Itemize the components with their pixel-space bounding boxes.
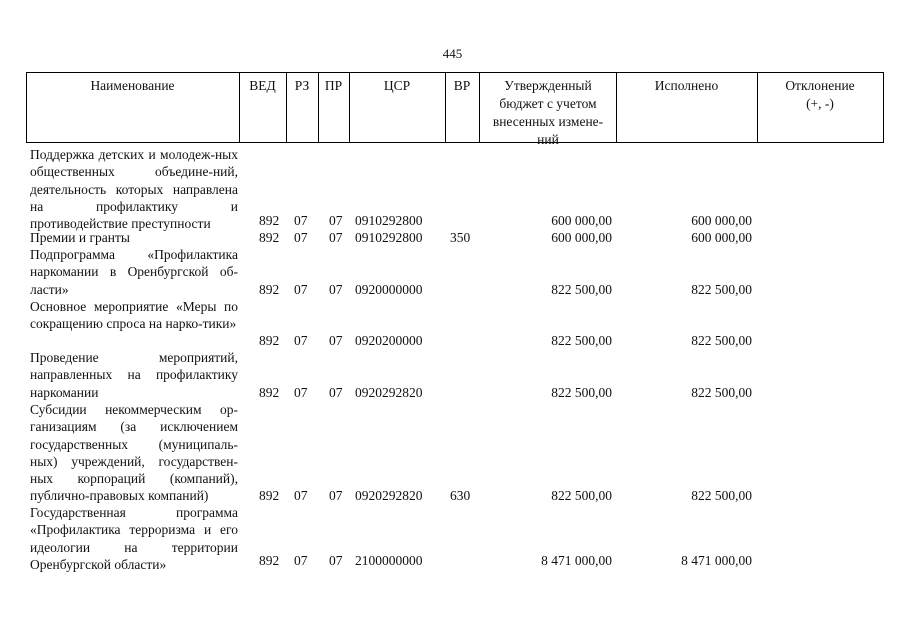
row-name: Субсидии некоммерческим ор-ганизациям (за исключением государственных (муниципаль-ных) учреждений, государствен-ных корпораций (компаний), публично-правовых компаний) bbox=[30, 402, 238, 504]
row-executed: 822 500,00 bbox=[691, 333, 752, 348]
header-name: Наименование bbox=[90, 78, 175, 93]
row-pr: 07 bbox=[329, 553, 343, 568]
row-rz: 07 bbox=[294, 282, 308, 297]
row-executed: 822 500,00 bbox=[691, 385, 752, 400]
row-executed: 600 000,00 bbox=[691, 213, 752, 228]
row-csr: 0910292800 bbox=[355, 213, 423, 228]
row-approved: 822 500,00 bbox=[551, 282, 612, 297]
row-name: Государственная программа «Профилактика терроризма и его идеологии на территории Оренбургской области» bbox=[30, 505, 238, 572]
row-csr: 0920292820 bbox=[355, 488, 423, 503]
col-divider bbox=[479, 72, 480, 143]
row-name: Проведение мероприятий, направленных на профилактику наркомании bbox=[30, 350, 238, 400]
row-pr: 07 bbox=[329, 333, 343, 348]
page-number: 445 bbox=[442, 46, 463, 61]
header-approved: Утвержденный бюджет с учетом внесенных измене-ний bbox=[492, 78, 604, 147]
header-pr: ПР bbox=[324, 78, 343, 93]
row-rz: 07 bbox=[294, 230, 308, 245]
col-divider bbox=[757, 72, 758, 143]
row-pr: 07 bbox=[329, 282, 343, 297]
row-ved: 892 bbox=[259, 553, 280, 568]
col-divider bbox=[883, 72, 884, 143]
row-executed: 822 500,00 bbox=[691, 282, 752, 297]
row-executed: 8 471 000,00 bbox=[681, 553, 752, 568]
row-vr: 630 bbox=[450, 488, 471, 503]
row-pr: 07 bbox=[329, 230, 343, 245]
table-header bbox=[26, 72, 884, 147]
row-csr: 0910292800 bbox=[355, 230, 423, 245]
header-csr: ЦСР bbox=[383, 78, 411, 93]
row-ved: 892 bbox=[259, 488, 280, 503]
row-pr: 07 bbox=[329, 213, 343, 228]
row-name: Премии и гранты bbox=[30, 230, 130, 245]
header-rz: РЗ bbox=[294, 78, 310, 93]
header-deviation: Отклонение (+, -) bbox=[785, 78, 855, 111]
header-top-rule bbox=[26, 72, 884, 73]
row-vr: 350 bbox=[450, 230, 471, 245]
row-ved: 892 bbox=[259, 333, 280, 348]
row-pr: 07 bbox=[329, 385, 343, 400]
row-approved: 822 500,00 bbox=[551, 385, 612, 400]
row-name: Основное мероприятие «Меры по сокращению спроса на нарко-тики» bbox=[30, 299, 238, 332]
row-csr: 0920200000 bbox=[355, 333, 423, 348]
row-approved: 822 500,00 bbox=[551, 333, 612, 348]
row-executed: 822 500,00 bbox=[691, 488, 752, 503]
row-name: Подпрограмма «Профилактика наркомании в Оренбургской об-ласти» bbox=[30, 247, 238, 297]
row-name: Поддержка детских и молодеж-ных общественных объедине-ний, деятельность которых направлена на профилактику и противодействие преступности bbox=[30, 147, 238, 232]
row-ved: 892 bbox=[259, 230, 280, 245]
row-approved: 600 000,00 bbox=[551, 213, 612, 228]
row-pr: 07 bbox=[329, 488, 343, 503]
row-csr: 2100000000 bbox=[355, 553, 423, 568]
header-bottom-rule bbox=[26, 142, 884, 143]
row-rz: 07 bbox=[294, 488, 308, 503]
row-approved: 600 000,00 bbox=[551, 230, 612, 245]
row-rz: 07 bbox=[294, 385, 308, 400]
row-approved: 822 500,00 bbox=[551, 488, 612, 503]
row-rz: 07 bbox=[294, 553, 308, 568]
row-csr: 0920292820 bbox=[355, 385, 423, 400]
row-rz: 07 bbox=[294, 333, 308, 348]
header-ved: ВЕД bbox=[249, 78, 276, 93]
row-ved: 892 bbox=[259, 213, 280, 228]
row-approved: 8 471 000,00 bbox=[541, 553, 612, 568]
row-ved: 892 bbox=[259, 385, 280, 400]
row-executed: 600 000,00 bbox=[691, 230, 752, 245]
row-csr: 0920000000 bbox=[355, 282, 423, 297]
header-vr: ВР bbox=[453, 78, 471, 93]
row-rz: 07 bbox=[294, 213, 308, 228]
header-executed: Исполнено bbox=[654, 78, 719, 93]
row-ved: 892 bbox=[259, 282, 280, 297]
